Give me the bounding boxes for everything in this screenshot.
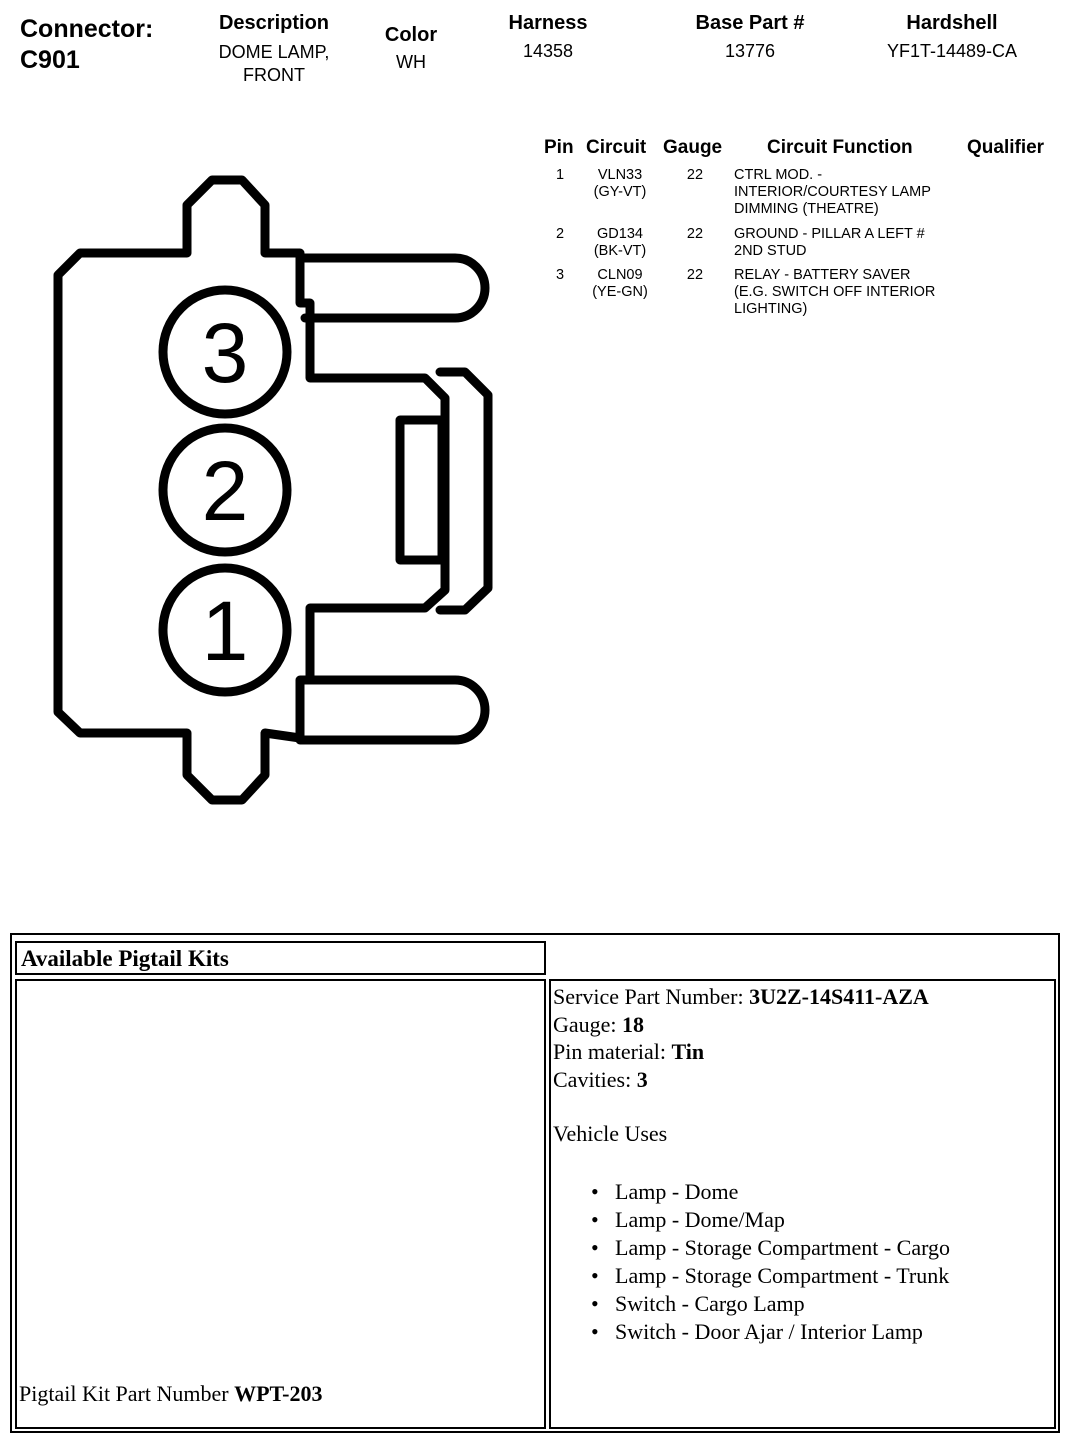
list-item: • Lamp - Dome/Map xyxy=(591,1206,1051,1234)
circuit-id: CLN09 xyxy=(597,267,643,283)
list-item: • Switch - Door Ajar / Interior Lamp xyxy=(591,1318,1051,1346)
description-column xyxy=(194,12,354,87)
function-line: LIGHTING) xyxy=(734,301,808,317)
harness-column xyxy=(488,12,608,62)
color-label: Color xyxy=(384,24,438,46)
circuit-id: GD134 xyxy=(597,226,643,242)
circuit-color: (YE-GN) xyxy=(592,284,648,300)
gauge-cell: 22 xyxy=(686,226,704,242)
vehicle-uses-label: Vehicle Uses xyxy=(553,1121,668,1146)
table-row xyxy=(540,226,1060,266)
pin-label-3: 3 xyxy=(201,306,249,400)
service-part-label: Service Part Number: xyxy=(553,984,744,1009)
circuit-cell xyxy=(580,167,660,201)
connector-body-right xyxy=(300,265,445,720)
connector-housing-outline xyxy=(58,180,300,800)
gauge-label: Gauge: xyxy=(553,1011,617,1037)
pigtail-image-panel xyxy=(15,979,546,1429)
hardshell-value: YF1T-14489-CA xyxy=(886,41,1018,61)
harness-value: 14358 xyxy=(522,41,574,61)
pin-table-header-pin: Pin xyxy=(544,137,574,158)
pigtail-info xyxy=(553,983,1053,1148)
list-item: • Lamp - Dome xyxy=(591,1178,1051,1206)
function-cell xyxy=(734,226,974,260)
service-part-row xyxy=(553,983,1053,1011)
table-row xyxy=(540,267,1060,327)
list-item: • Switch - Cargo Lamp xyxy=(591,1290,1051,1318)
circuit-color: (BK-VT) xyxy=(593,243,647,259)
pin-material-row xyxy=(553,1038,1053,1066)
pin-material-value: Tin xyxy=(671,1039,705,1064)
base-part-value: 13776 xyxy=(724,41,776,61)
service-part-value: 3U2Z-14S411-AZA xyxy=(749,984,929,1009)
lower-latch-tab xyxy=(300,680,485,740)
pigtail-kits-title: Available Pigtail Kits xyxy=(15,941,546,975)
cavities-label: Cavities: xyxy=(553,1066,632,1092)
hardshell-label: Hardshell xyxy=(906,12,998,34)
gauge-row xyxy=(553,1011,1053,1039)
function-line: INTERIOR/COURTESY LAMP xyxy=(734,184,931,200)
kit-part-label: Pigtail Kit Part Number xyxy=(19,1381,229,1406)
pin-number: 1 xyxy=(555,167,565,183)
circuit-id: VLN33 xyxy=(597,167,643,183)
function-line: (E.G. SWITCH OFF INTERIOR xyxy=(734,284,936,300)
kit-part-value: WPT-203 xyxy=(234,1381,323,1406)
key-slot xyxy=(400,420,442,560)
list-item: • Lamp - Storage Compartment - Cargo xyxy=(591,1234,1051,1262)
description-value-line1: DOME LAMP, xyxy=(218,42,330,62)
table-row xyxy=(540,167,1060,227)
color-value: WH xyxy=(396,52,426,72)
pin-table-header-circuit-function: Circuit Function xyxy=(767,137,913,158)
circuit-color: (GY-VT) xyxy=(593,184,647,200)
connector-label: Connector: xyxy=(20,15,154,43)
connector-id: C901 xyxy=(20,46,80,74)
circuit-cell xyxy=(580,267,660,301)
pin-table-header-gauge: Gauge xyxy=(663,137,723,158)
connector-title xyxy=(20,14,153,76)
hardshell-column xyxy=(862,12,1042,62)
color-column xyxy=(370,24,452,73)
base-part-label: Base Part # xyxy=(695,12,805,34)
cavities-value: 3 xyxy=(636,1066,648,1092)
pin-label-2: 2 xyxy=(201,444,249,538)
pin-number: 2 xyxy=(555,226,565,242)
base-part-column xyxy=(680,12,820,62)
pin-label-1: 1 xyxy=(201,584,249,678)
function-line: RELAY - BATTERY SAVER xyxy=(734,267,911,283)
circuit-cell xyxy=(580,226,660,260)
description-value-line2: FRONT xyxy=(243,65,305,85)
function-line: 2ND STUD xyxy=(734,243,807,259)
connector-face-diagram xyxy=(0,150,520,830)
gauge-cell: 22 xyxy=(686,167,704,183)
gauge-cell: 22 xyxy=(686,267,704,283)
function-line: GROUND - PILLAR A LEFT # xyxy=(734,226,925,242)
function-line: DIMMING (THEATRE) xyxy=(734,201,879,217)
pigtail-kit-part xyxy=(19,1381,323,1407)
function-cell xyxy=(734,267,974,318)
function-cell xyxy=(734,167,974,218)
pin-table-header-qualifier: Qualifier xyxy=(967,137,1045,158)
pin-number: 3 xyxy=(555,267,565,283)
description-label: Description xyxy=(218,12,330,34)
harness-label: Harness xyxy=(508,12,588,34)
upper-latch-tab xyxy=(300,258,485,318)
function-line: CTRL MOD. - xyxy=(734,167,823,183)
pin-material-label: Pin material: xyxy=(553,1039,667,1064)
pin-table-header-circuit: Circuit xyxy=(586,137,647,158)
list-item: • Lamp - Storage Compartment - Trunk xyxy=(591,1262,1051,1290)
vehicle-uses-list xyxy=(591,1178,1051,1346)
cavities-row xyxy=(553,1066,1053,1094)
gauge-value: 18 xyxy=(622,1011,645,1037)
